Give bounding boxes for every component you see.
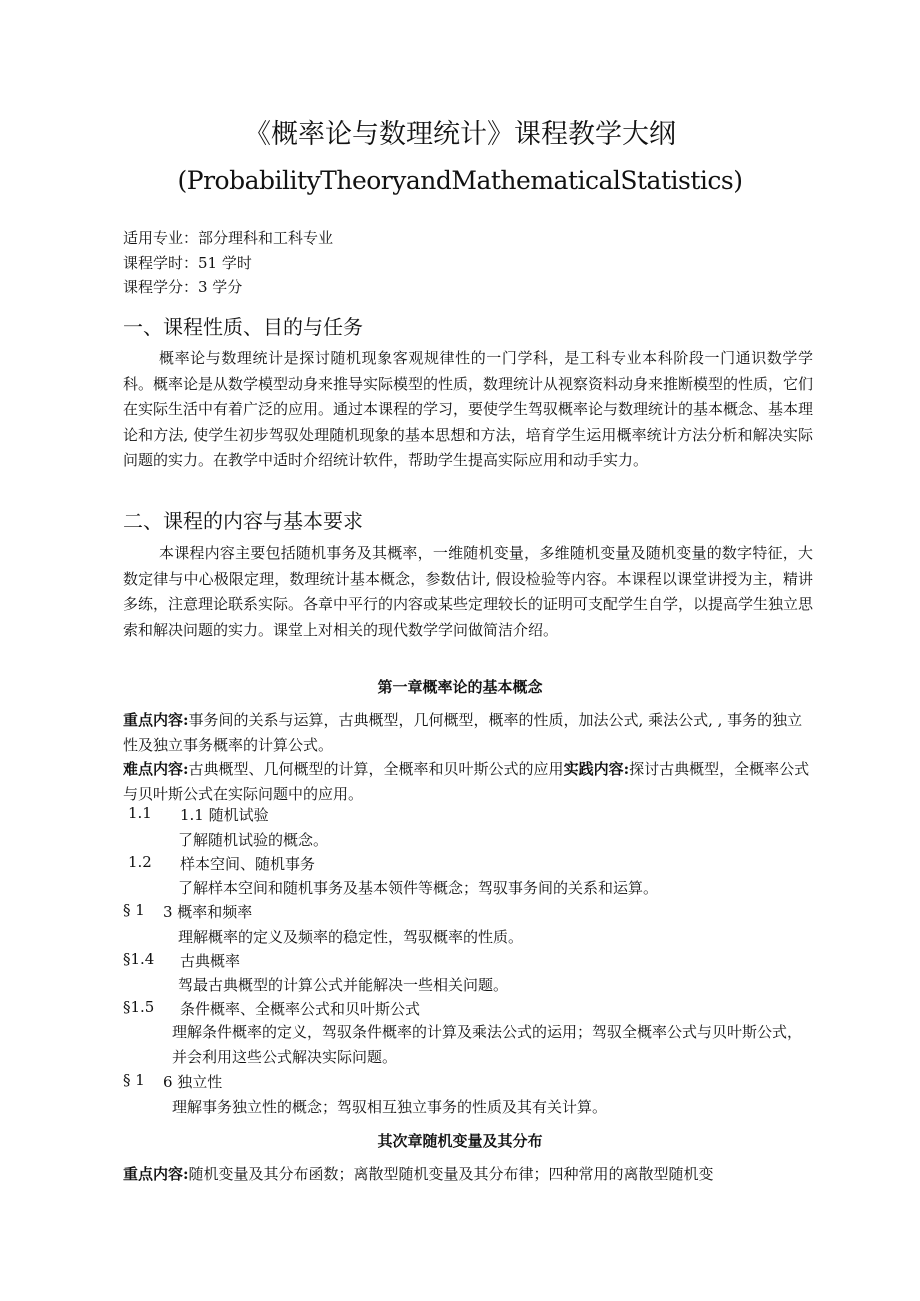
item-title: 1.1 随机试验 xyxy=(180,806,269,824)
chapter1-key-points xyxy=(123,708,813,757)
key-label: 重点内容: xyxy=(123,1165,189,1183)
meta-major: 适用专业：部分理科和工科专业 xyxy=(123,229,334,247)
difficult-label: 难点内容: xyxy=(123,760,189,778)
item-number: § 1 xyxy=(123,1071,145,1089)
section1-body: 概率论与数理统计是探讨随机现象客观规律性的一门学科，是工科专业本科阶段一门通识数学学科。概率论是从数学模型动身来推导实际模型的性质，数理统计从视察资料动身来推断模型的性质，它们在实际生活中有着广泛的应用。通过本课程的学习，要使学生驾驭概率论与数理统计的基本概念、基本理论和方法, 使学生初步驾驭处理随机现象的基本思想和方法，培育学生运用概率统计方法分析和解决实际问题的实力。在教学中适时介绍统计软件，帮助学生提高实际应用和动手实力。 xyxy=(123,349,814,469)
item-number: §1.5 xyxy=(123,998,155,1016)
item-number: § 1 xyxy=(123,901,145,919)
section1-heading: 一、课程性质、目的与任务 xyxy=(123,315,363,339)
section2-body: 本课程内容主要包括随机事务及其概率，一维随机变量，多维随机变量及随机变量的数字特征，大数定律与中心极限定理，数理统计基本概念，参数估计, 假设检验等内容。本课程以课堂讲授为主，精讲多练，注意理论联系实际。各章中平行的内容或某些定理较长的证明可支配学生自学，以提高学生独立思索和解决问题的实力。课堂上对相关的现代数学学问做简洁介绍。 xyxy=(123,544,814,639)
key-label: 重点内容: xyxy=(123,711,189,729)
chapter2-title: 其次章随机变量及其分布 xyxy=(377,1132,543,1150)
item-title: 6 独立性 xyxy=(163,1073,223,1091)
item-title: 古典概率 xyxy=(180,952,241,970)
meta-credits: 课程学分：3 学分 xyxy=(123,278,243,296)
difficult-text: 古典概型、几何概型的计算，全概率和贝叶斯公式的应用 xyxy=(188,760,564,778)
item-title: 条件概率、全概率公式和贝叶斯公式 xyxy=(180,1000,421,1018)
page-title: 《概率论与数理统计》课程教学大纲 xyxy=(244,119,676,150)
key-text: 随机变量及其分布函数；离散型随机变量及其分布律；四种常用的离散型随机变 xyxy=(188,1165,714,1183)
item-desc: 了解样本空间和随机事务及基本领件等概念；驾驭事务间的关系和运算。 xyxy=(178,879,659,897)
item-number: 1.1 xyxy=(128,804,152,822)
section2-heading: 二、课程的内容与基本要求 xyxy=(123,509,363,533)
item-number: 1.2 xyxy=(128,853,152,871)
chapter1-title: 第一章概率论的基本概念 xyxy=(377,678,543,696)
item-desc: 理解概率的定义及频率的稳定性，驾驭概率的性质。 xyxy=(178,928,524,946)
meta-hours: 课程学时：51 学时 xyxy=(123,254,252,272)
item-desc: 理解事务独立性的概念；驾驭相互独立事务的性质及其有关计算。 xyxy=(172,1098,608,1116)
chapter2-key-points xyxy=(123,1162,813,1187)
item-title: 样本空间、随机事务 xyxy=(180,855,316,873)
item-desc: 了解随机试验的概念。 xyxy=(178,831,329,849)
chapter1-difficult-points xyxy=(123,757,813,806)
practice-text: 探讨古典概型，全概率公式与贝叶斯公式在实际问题中的应用。 xyxy=(123,760,810,803)
item-desc: 驾最古典概型的计算公式并能解决一些相关问题。 xyxy=(178,976,509,994)
key-text: 事务间的关系与运算，古典概型，几何概型，概率的性质，加法公式, 乘法公式, , 事务的独立性及独立事务概率的计算公式。 xyxy=(123,711,803,754)
item-title: 3 概率和频率 xyxy=(163,903,253,921)
item-desc: 理解条件概率的定义，驾驭条件概率的计算及乘法公式的运用；驾驭全概率公式与贝叶斯公式，并会利用这些公式解决实际问题。 xyxy=(172,1023,803,1066)
practice-label: 实践内容: xyxy=(563,760,630,778)
page-subtitle: (ProbabilityTheoryandMathematicalStatistics) xyxy=(177,166,743,195)
item-number: §1.4 xyxy=(123,950,155,968)
